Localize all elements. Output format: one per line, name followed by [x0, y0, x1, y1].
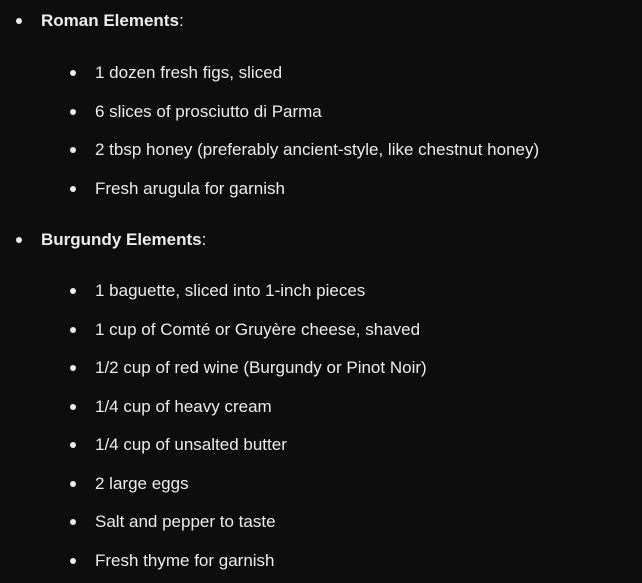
list-item	[0, 356, 642, 380]
list-item-text: 1 baguette, sliced into 1-inch pieces	[95, 281, 366, 300]
list-item-text: 1/4 cup of heavy cream	[95, 396, 272, 416]
list-item-text: Salt and pepper to taste	[95, 512, 276, 531]
bullet-icon	[70, 109, 76, 115]
list-item	[0, 279, 642, 303]
bullet-icon	[70, 519, 76, 525]
bullet-icon	[70, 288, 76, 294]
list-item	[0, 138, 642, 162]
section-burgundy-elements	[0, 228, 642, 570]
section-heading	[0, 228, 642, 252]
section-title-colon: :	[178, 11, 184, 30]
section-title: Roman Elements	[41, 11, 179, 30]
list-item-text: 1 cup of Comté or Gruyère cheese, shaved	[95, 319, 421, 339]
list-item-text: 1/2 cup of red wine (Burgundy or Pinot Noir)	[95, 358, 427, 377]
bullet-icon	[16, 237, 22, 243]
ingredient-list	[0, 279, 642, 573]
section-title-colon: :	[201, 230, 207, 249]
bullet-icon	[70, 186, 76, 192]
bullet-icon	[70, 442, 76, 448]
section-heading	[0, 9, 642, 33]
list-item	[0, 61, 642, 85]
bullet-icon	[70, 70, 76, 76]
list-item	[0, 433, 642, 457]
bullet-icon	[70, 404, 76, 410]
list-item-text: 6 slices of prosciutto di Parma	[95, 101, 322, 121]
section-roman-elements	[0, 9, 642, 198]
list-item	[0, 549, 642, 573]
list-item-text: Fresh thyme for garnish	[95, 550, 275, 570]
list-item-text: 1 dozen fresh figs, sliced	[95, 63, 283, 82]
list-item	[0, 177, 642, 201]
list-item-text: 2 tbsp honey (preferably ancient-style, like chestnut honey)	[95, 140, 540, 159]
list-item	[0, 318, 642, 342]
bullet-icon	[70, 327, 76, 333]
bullet-icon	[70, 481, 76, 487]
bullet-icon	[16, 18, 22, 24]
bullet-icon	[70, 558, 76, 564]
list-item	[0, 100, 642, 124]
ingredient-list	[0, 61, 642, 201]
bullet-icon	[70, 147, 76, 153]
list-item-text: Fresh arugula for garnish	[95, 178, 285, 198]
section-title: Burgundy Elements	[41, 230, 202, 249]
list-item-text: 1/4 cup of unsalted butter	[95, 435, 287, 454]
list-item-text: 2 large eggs	[95, 473, 189, 493]
bullet-icon	[70, 365, 76, 371]
list-item	[0, 395, 642, 419]
list-item	[0, 510, 642, 534]
list-item	[0, 472, 642, 496]
